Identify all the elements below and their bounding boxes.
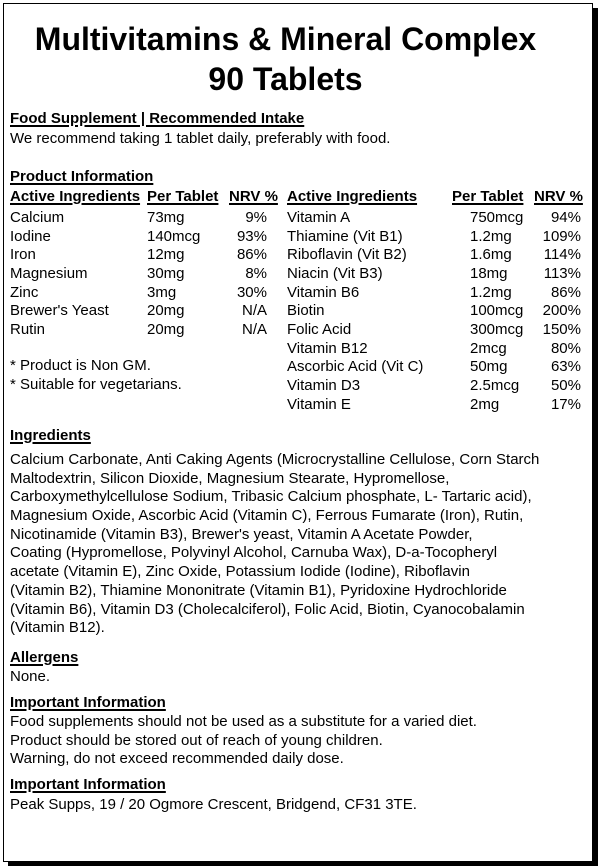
left-header-nrv: NRV % <box>229 188 278 205</box>
ingredient-name: Brewer's Yeast <box>10 302 109 320</box>
ingredient-per-tablet: 50mg <box>470 358 508 376</box>
important-info-text <box>10 713 477 769</box>
ingredient-name: Niacin (Vit B3) <box>287 264 383 282</box>
ingredient-nrv: 9% <box>245 209 267 226</box>
ingredients-line: (Vitamin B2), Thiamine Mononitrate (Vitamin B1), Pyridoxine Hydrochloride <box>10 581 507 599</box>
note-vegetarian: * Suitable for vegetarians. <box>10 375 182 393</box>
ingredient-name: Vitamin A <box>287 209 351 226</box>
ingredient-name: Zinc <box>10 283 39 301</box>
address-heading: Important Information <box>10 776 166 793</box>
ingredient-name: Vitamin B6 <box>287 283 360 301</box>
ingredient-per-tablet: 3mg <box>147 283 177 301</box>
important-line: Warning, do not exceed recommended daily dose. <box>10 750 344 768</box>
ingredients-line: Coating (Hypromellose, Polyvinyl Alcohol, Carnuba Wax), D-a-Tocopheryl <box>10 544 498 562</box>
ingredient-nrv: 86% <box>236 246 267 264</box>
ingredient-per-tablet: 2mg <box>470 395 500 413</box>
ingredient-nrv: 63% <box>550 358 581 376</box>
ingredient-nrv: 86% <box>550 283 581 301</box>
ingredient-nrv: 150% <box>542 320 581 338</box>
ingredient-name: Vitamin D3 <box>287 376 361 394</box>
ingredients-line: Calcium Carbonate, Anti Caking Agents (Microcrystalline Cellulose, Corn Starch <box>10 451 540 468</box>
ingredient-row <box>4 228 593 247</box>
intake-heading: Food Supplement | Recommended Intake <box>10 110 305 127</box>
ingredient-nrv: 200% <box>542 302 581 320</box>
ingredient-per-tablet: 1.2mg <box>470 283 512 301</box>
ingredient-nrv: 114% <box>543 246 581 264</box>
ingredient-name: Thiamine (Vit B1) <box>287 227 403 245</box>
left-header-name: Active Ingredients <box>10 188 141 205</box>
important-line: Product should be stored out of reach of young children. <box>10 731 383 749</box>
ingredients-line: Magnesium Oxide, Ascorbic Acid (Vitamin C), Ferrous Fumarate (Iron), Rutin, <box>10 507 524 525</box>
supplement-label <box>3 3 593 862</box>
ingredients-line: (Vitamin B6), Vitamin D3 (Cholecalciferol), Folic Acid, Biotin, Cyanocobalamin <box>10 600 525 618</box>
ingredient-per-tablet: 1.6mg <box>470 246 512 264</box>
allergens-heading: Allergens <box>10 649 79 666</box>
ingredient-name: Calcium <box>10 209 65 226</box>
ingredient-per-tablet: 140mcg <box>147 227 201 245</box>
ingredient-per-tablet: 73mg <box>147 209 185 226</box>
ingredient-row <box>4 396 593 415</box>
ingredient-nrv: 109% <box>542 227 581 245</box>
important-line: Food supplements should not be used as a substitute for a varied diet. <box>10 713 477 730</box>
ingredient-row <box>4 321 593 340</box>
ingredient-name: Iron <box>10 246 36 264</box>
right-header-per-tablet: Per Tablet <box>452 188 524 205</box>
ingredient-nrv: 50% <box>550 376 581 394</box>
ingredients-text <box>10 451 539 638</box>
ingredient-per-tablet: 20mg <box>147 302 185 320</box>
ingredient-per-tablet: 100mcg <box>470 302 524 320</box>
ingredient-per-tablet: 12mg <box>147 246 185 264</box>
product-title: Multivitamins & Mineral Complex <box>34 21 537 57</box>
ingredient-name: Iodine <box>10 227 51 245</box>
ingredients-line: Maltodextrin, Silicon Dioxide, Magnesium Stearate, Hypromellose, <box>10 469 450 487</box>
ingredient-name: Vitamin B12 <box>287 339 368 357</box>
ingredient-nrv: N/A <box>241 320 267 338</box>
ingredient-name: Magnesium <box>10 264 88 282</box>
right-header-nrv: NRV % <box>534 188 583 205</box>
ingredient-name: Ascorbic Acid (Vit C) <box>287 358 424 376</box>
ingredient-nrv: 30% <box>236 283 267 301</box>
ingredient-per-tablet: 300mcg <box>470 320 524 338</box>
ingredient-per-tablet: 20mg <box>147 320 185 338</box>
ingredients-line: (Vitamin B12). <box>10 619 105 637</box>
ingredient-row <box>4 340 593 359</box>
ingredient-per-tablet: 2mcg <box>470 339 507 357</box>
ingredient-nrv: 8% <box>245 264 267 282</box>
address-text: Peak Supps, 19 / 20 Ogmore Crescent, Bridgend, CF31 3TE. <box>10 796 417 813</box>
ingredients-heading: Ingredients <box>10 427 91 444</box>
ingredient-name: Riboflavin (Vit B2) <box>287 246 407 264</box>
ingredient-per-tablet: 18mg <box>470 264 508 282</box>
product-notes <box>10 357 182 394</box>
ingredients-line: Carboxymethylcellulose Sodium, Tribasic Calcium phosphate, L- Tartaric acid), <box>10 488 532 506</box>
ingredient-per-tablet: 2.5mcg <box>470 376 520 394</box>
right-header-name: Active Ingredients <box>287 188 418 205</box>
ingredients-line: Nicotinamide (Vitamin B3), Brewer's yeast, Vitamin A Acetate Powder, <box>10 525 473 543</box>
ingredient-nrv: 17% <box>550 395 581 413</box>
note-non-gm: * Product is Non GM. <box>10 357 151 374</box>
ingredient-nrv: 80% <box>550 339 581 357</box>
left-header-per-tablet: Per Tablet <box>147 188 219 205</box>
ingredient-row <box>4 246 593 265</box>
ingredient-row <box>4 265 593 284</box>
ingredient-row <box>4 284 593 303</box>
ingredient-nrv: 93% <box>236 227 267 245</box>
important-info-heading: Important Information <box>10 694 166 711</box>
ingredient-row <box>4 209 593 228</box>
ingredient-name: Rutin <box>10 320 46 338</box>
intake-text: We recommend taking 1 tablet daily, preferably with food. <box>10 130 391 147</box>
ingredient-nrv: N/A <box>241 302 267 320</box>
product-subtitle: 90 Tablets <box>208 61 363 97</box>
ingredient-nrv: 113% <box>543 264 581 282</box>
ingredient-per-tablet: 750mcg <box>470 209 524 226</box>
ingredient-name: Vitamin E <box>287 395 351 413</box>
ingredient-per-tablet: 30mg <box>147 264 185 282</box>
ingredient-row <box>4 302 593 321</box>
ingredient-name: Folic Acid <box>287 320 352 338</box>
allergens-text: None. <box>10 668 51 685</box>
product-info-heading: Product Information <box>10 168 154 185</box>
ingredients-line: acetate (Vitamin E), Zinc Oxide, Potassium Iodide (Iodine), Riboflavin <box>10 563 470 581</box>
ingredient-name: Biotin <box>287 302 325 320</box>
ingredient-nrv: 94% <box>550 209 581 226</box>
ingredient-per-tablet: 1.2mg <box>470 227 512 245</box>
